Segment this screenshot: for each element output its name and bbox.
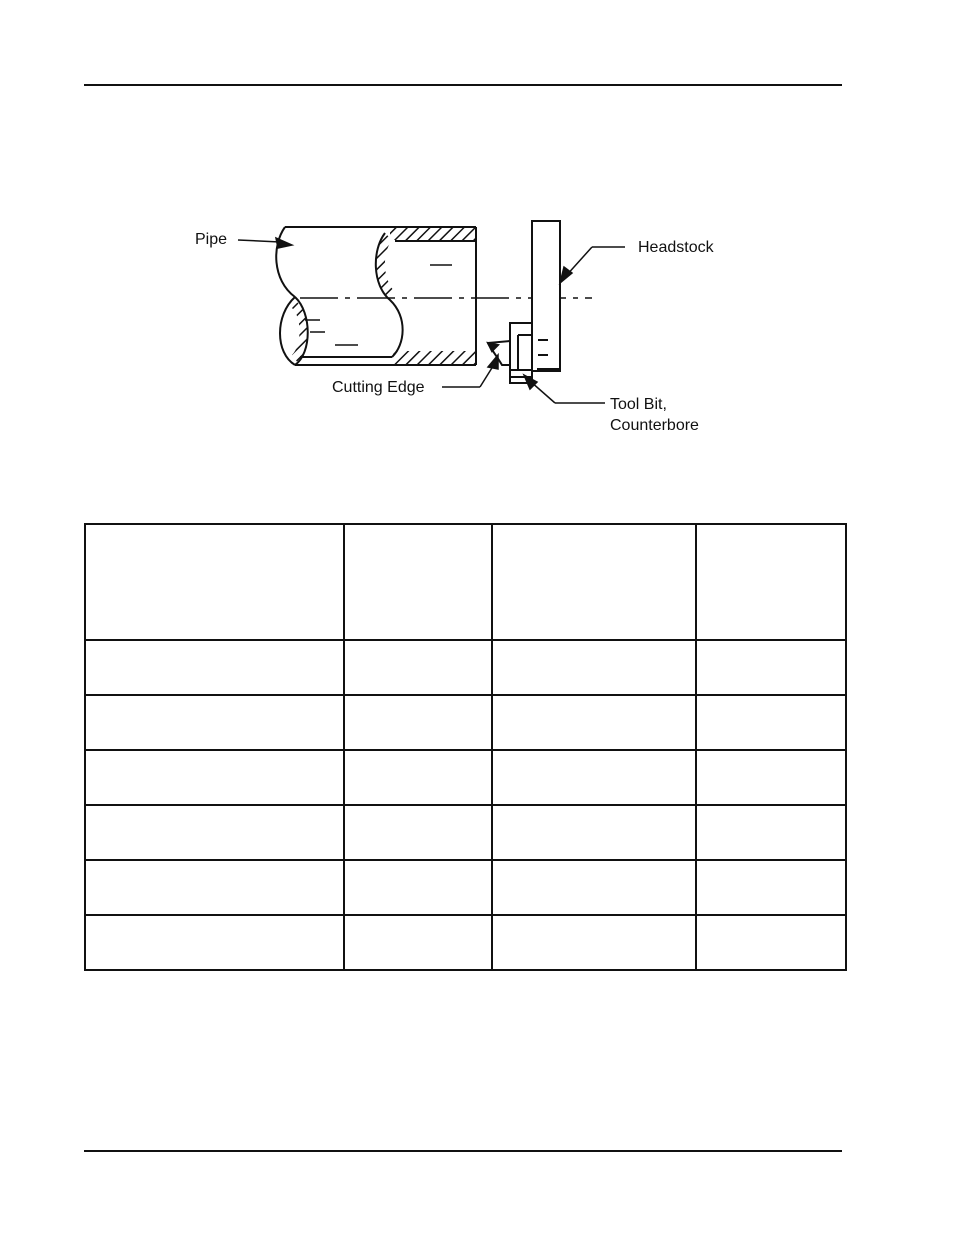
leader-lines <box>238 238 625 403</box>
table-cell <box>344 750 492 805</box>
table-cell <box>492 695 696 750</box>
table-cell <box>696 805 846 860</box>
table-header-cell <box>85 524 344 640</box>
table-cell <box>344 860 492 915</box>
table-cell <box>492 915 696 970</box>
table-header-cell <box>344 524 492 640</box>
table-row <box>85 860 846 915</box>
table-header-cell <box>492 524 696 640</box>
table-cell <box>696 640 846 695</box>
table-cell <box>344 805 492 860</box>
table-cell <box>85 805 344 860</box>
table-row <box>85 640 846 695</box>
table-row <box>85 805 846 860</box>
blank-data-table <box>84 523 847 971</box>
table-header-cell <box>696 524 846 640</box>
table-cell <box>344 915 492 970</box>
label-tool-bit: Tool Bit, <box>610 396 667 413</box>
pipe-wall-hatching <box>292 228 475 364</box>
table-cell <box>85 915 344 970</box>
table-cell <box>85 640 344 695</box>
table-row <box>85 915 846 970</box>
table-cell <box>85 750 344 805</box>
table-cell <box>85 860 344 915</box>
table-row <box>85 695 846 750</box>
table-cell <box>492 860 696 915</box>
label-counterbore: Counterbore <box>610 417 699 434</box>
table-cell <box>85 695 344 750</box>
bottom-rule <box>84 1150 842 1152</box>
table-cell <box>344 640 492 695</box>
table-cell <box>492 750 696 805</box>
table-cell <box>696 860 846 915</box>
tool-bit-drawing <box>488 323 532 383</box>
top-rule <box>84 84 842 86</box>
table-cell <box>696 695 846 750</box>
table-row <box>85 750 846 805</box>
table-cell <box>696 750 846 805</box>
label-headstock: Headstock <box>638 239 714 256</box>
counterbore-diagram <box>180 205 740 445</box>
table-cell <box>696 915 846 970</box>
table-cell <box>492 640 696 695</box>
label-pipe: Pipe <box>195 231 228 248</box>
table-cell <box>492 805 696 860</box>
table-header-row <box>85 524 846 640</box>
headstock-drawing <box>532 221 560 371</box>
label-cutting-edge: Cutting Edge <box>332 379 425 396</box>
table-cell <box>344 695 492 750</box>
